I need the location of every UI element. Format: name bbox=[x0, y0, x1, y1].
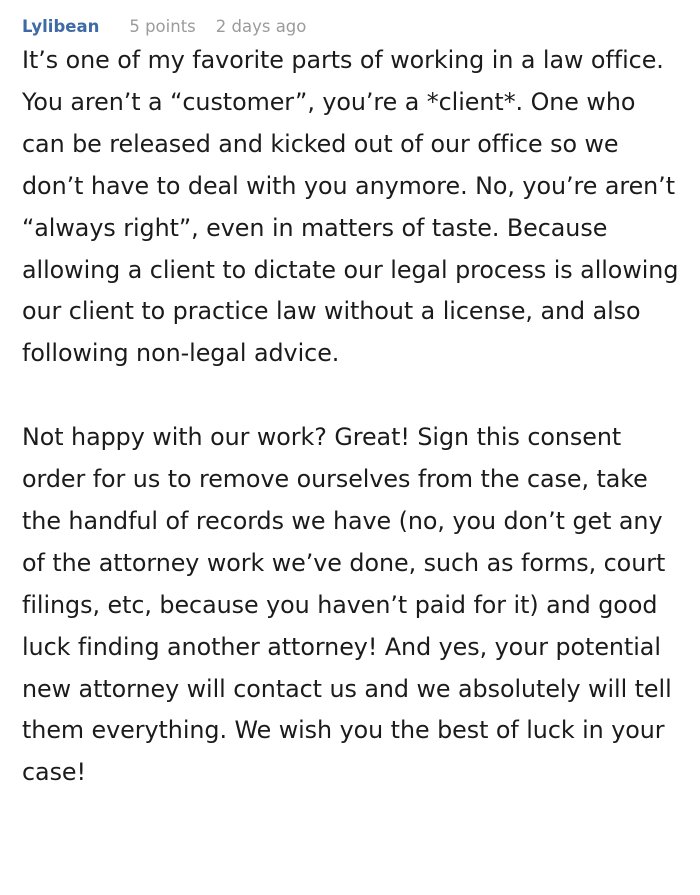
comment-paragraph: It’s one of my favorite parts of working in a law office. You aren’t a “customer”, you’re a *client*. One who can be released and kicked out of our office so we don’t have to deal with you anymore. No, you’re aren’t “always right”, even in matters of taste. Because allowing a client to dictate our legal process is allowing our client to practice law without a license, and also following non-legal advice. bbox=[22, 46, 679, 368]
timestamp: 2 days ago bbox=[215, 17, 307, 36]
comment-body bbox=[22, 40, 680, 794]
author-link[interactable]: Lylibean bbox=[22, 17, 100, 36]
points-count: 5 points bbox=[129, 17, 196, 36]
comment-meta bbox=[22, 14, 680, 40]
comment-paragraph: Not happy with our work? Great! Sign this consent order for us to remove ourselves from the case, take the handful of records we have (no, you don’t get any of the attorney work we’ve done, such as forms, court filings, etc, because you haven’t paid for it) and good luck finding another attorney! And yes, your potential new attorney will contact us and we absolutely will tell them everything. We wish you the best of luck in your case! bbox=[22, 423, 672, 787]
